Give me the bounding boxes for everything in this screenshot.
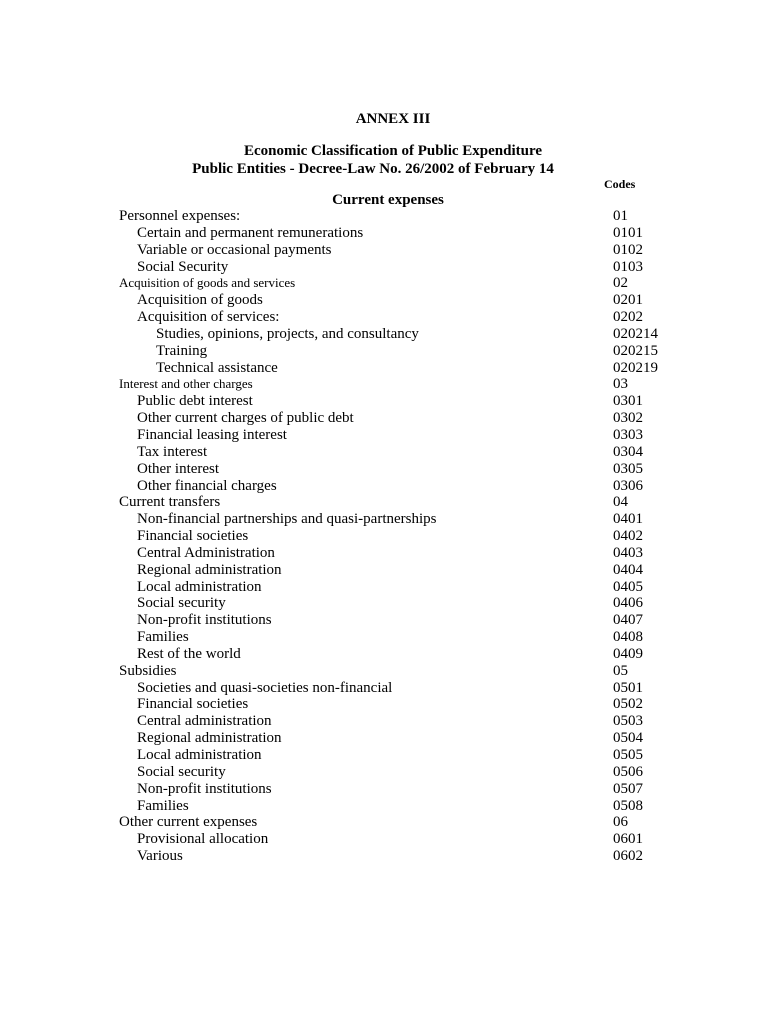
expense-code: 0101 [613, 224, 643, 241]
classification-row [119, 814, 679, 831]
classification-row [119, 275, 679, 292]
expense-code: 02 [613, 275, 628, 292]
expense-code: 0407 [613, 612, 643, 629]
classification-row [119, 427, 679, 444]
expense-code: 0404 [613, 561, 643, 578]
classification-row [119, 663, 679, 680]
expense-label: Families [137, 797, 189, 814]
expense-code: 0405 [613, 578, 643, 595]
expense-code: 020219 [613, 359, 658, 376]
classification-row [119, 461, 679, 478]
classification-row [119, 242, 679, 259]
expense-code: 01 [613, 208, 628, 224]
expense-label: Social security [137, 763, 226, 780]
expense-code: 0103 [613, 258, 643, 275]
expense-label: Training [156, 342, 208, 359]
expense-code: 0403 [613, 544, 643, 561]
expense-label: Societies and quasi-societies non-financial [137, 679, 393, 696]
classification-row [119, 444, 679, 461]
expense-label: Acquisition of services: [137, 309, 280, 326]
expense-code: 0502 [613, 696, 643, 713]
expense-code: 03 [613, 376, 628, 393]
classification-row [119, 680, 679, 697]
expense-code: 020215 [613, 342, 658, 359]
expense-code: 0402 [613, 528, 643, 545]
expense-code: 0306 [613, 477, 643, 494]
classification-row [119, 831, 679, 848]
expense-code: 04 [613, 494, 628, 511]
expense-label: Social Security [137, 258, 229, 275]
classification-row [119, 225, 679, 242]
document-title: Economic Classification of Public Expenditure [243, 143, 543, 159]
annex-title: ANNEX III [355, 111, 431, 127]
expense-label: Tax interest [137, 443, 208, 460]
expense-code: 020214 [613, 325, 658, 342]
expense-code: 05 [613, 662, 628, 679]
classification-row [119, 410, 679, 427]
expense-label: Other interest [137, 460, 220, 477]
expense-code: 0602 [613, 848, 643, 865]
classification-row [119, 848, 679, 865]
expense-label: Studies, opinions, projects, and consultancy [156, 325, 419, 342]
classification-row [119, 798, 679, 815]
expense-label: Personnel expenses: [119, 208, 241, 224]
expense-label: Other current charges of public debt [137, 410, 354, 427]
expense-code: 0302 [613, 410, 643, 427]
expense-label: Current transfers [119, 494, 221, 511]
classification-row [119, 764, 679, 781]
expense-code: 0409 [613, 645, 643, 662]
classification-row [119, 259, 679, 276]
expense-label: Interest and other charges [119, 376, 253, 392]
expense-label: Acquisition of goods [137, 292, 263, 309]
classification-row [119, 393, 679, 410]
expense-code: 0202 [613, 309, 643, 326]
classification-row [119, 781, 679, 798]
classification-row [119, 730, 679, 747]
expense-label: Financial societies [137, 696, 249, 713]
expense-label: Subsidies [119, 662, 177, 679]
expense-label: Social security [137, 595, 226, 612]
expense-code: 0303 [613, 426, 643, 443]
expense-code: 0505 [613, 747, 643, 763]
expense-code: 0406 [613, 595, 643, 612]
expense-label: Local administration [137, 578, 262, 595]
expense-code: 0501 [613, 679, 643, 696]
expense-label: Families [137, 629, 189, 646]
classification-row [119, 713, 679, 730]
classification-row [119, 612, 679, 629]
expense-code: 0504 [613, 730, 643, 747]
expense-code: 0304 [613, 443, 643, 460]
expense-label: Non-profit institutions [137, 612, 272, 629]
expense-code: 0102 [613, 241, 643, 258]
expense-label: Regional administration [137, 561, 282, 578]
classification-row [119, 292, 679, 309]
classification-row [119, 343, 679, 360]
expense-code: 0301 [613, 393, 643, 410]
codes-column-header: Codes [604, 177, 636, 191]
expense-code: 0408 [613, 629, 643, 646]
classification-row [119, 545, 679, 562]
expense-label: Financial leasing interest [137, 426, 287, 443]
expense-label: Various [137, 848, 183, 865]
expense-label: Non-profit institutions [137, 780, 272, 797]
expense-label: Technical assistance [156, 359, 278, 376]
classification-row [119, 747, 679, 764]
expense-label: Central administration [137, 713, 272, 730]
classification-row [119, 646, 679, 663]
expense-label: Financial societies [137, 528, 249, 545]
expense-label: Public debt interest [137, 393, 253, 410]
expense-label: Rest of the world [137, 645, 241, 662]
classification-row [119, 360, 679, 377]
classification-row [119, 629, 679, 646]
expense-code: 0305 [613, 460, 643, 477]
expense-code: 0401 [613, 511, 643, 528]
classification-row [119, 595, 679, 612]
section-title: Current expenses [332, 192, 444, 208]
expense-label: Certain and permanent remunerations [137, 224, 364, 241]
classification-row [119, 562, 679, 579]
classification-row [119, 376, 679, 393]
expense-code: 0601 [613, 831, 643, 848]
expense-code: 0506 [613, 763, 643, 780]
expense-label: Acquisition of goods and services [119, 275, 296, 291]
classification-row [119, 309, 679, 326]
expense-code: 0507 [613, 780, 643, 797]
classification-row [119, 579, 679, 596]
classification-row [119, 208, 679, 225]
expense-label: Regional administration [137, 730, 282, 747]
expense-code: 0201 [613, 292, 643, 309]
classification-list [119, 208, 679, 865]
expense-code: 0508 [613, 797, 643, 814]
expense-label: Local administration [137, 747, 262, 763]
classification-row [119, 494, 679, 511]
expense-label: Other current expenses [119, 814, 258, 831]
classification-row [119, 696, 679, 713]
expense-label: Variable or occasional payments [137, 241, 332, 258]
classification-row [119, 478, 679, 495]
classification-row [119, 528, 679, 545]
expense-label: Central Administration [137, 544, 275, 561]
expense-label: Provisional allocation [137, 831, 269, 848]
expense-code: 06 [613, 814, 628, 831]
document-subtitle: Public Entities - Decree-Law No. 26/2002 of February 14 [192, 161, 554, 177]
expense-label: Other financial charges [137, 477, 277, 494]
classification-row [119, 511, 679, 528]
expense-label: Non-financial partnerships and quasi-partnerships [137, 511, 437, 528]
expense-code: 0503 [613, 713, 643, 730]
classification-row [119, 326, 679, 343]
